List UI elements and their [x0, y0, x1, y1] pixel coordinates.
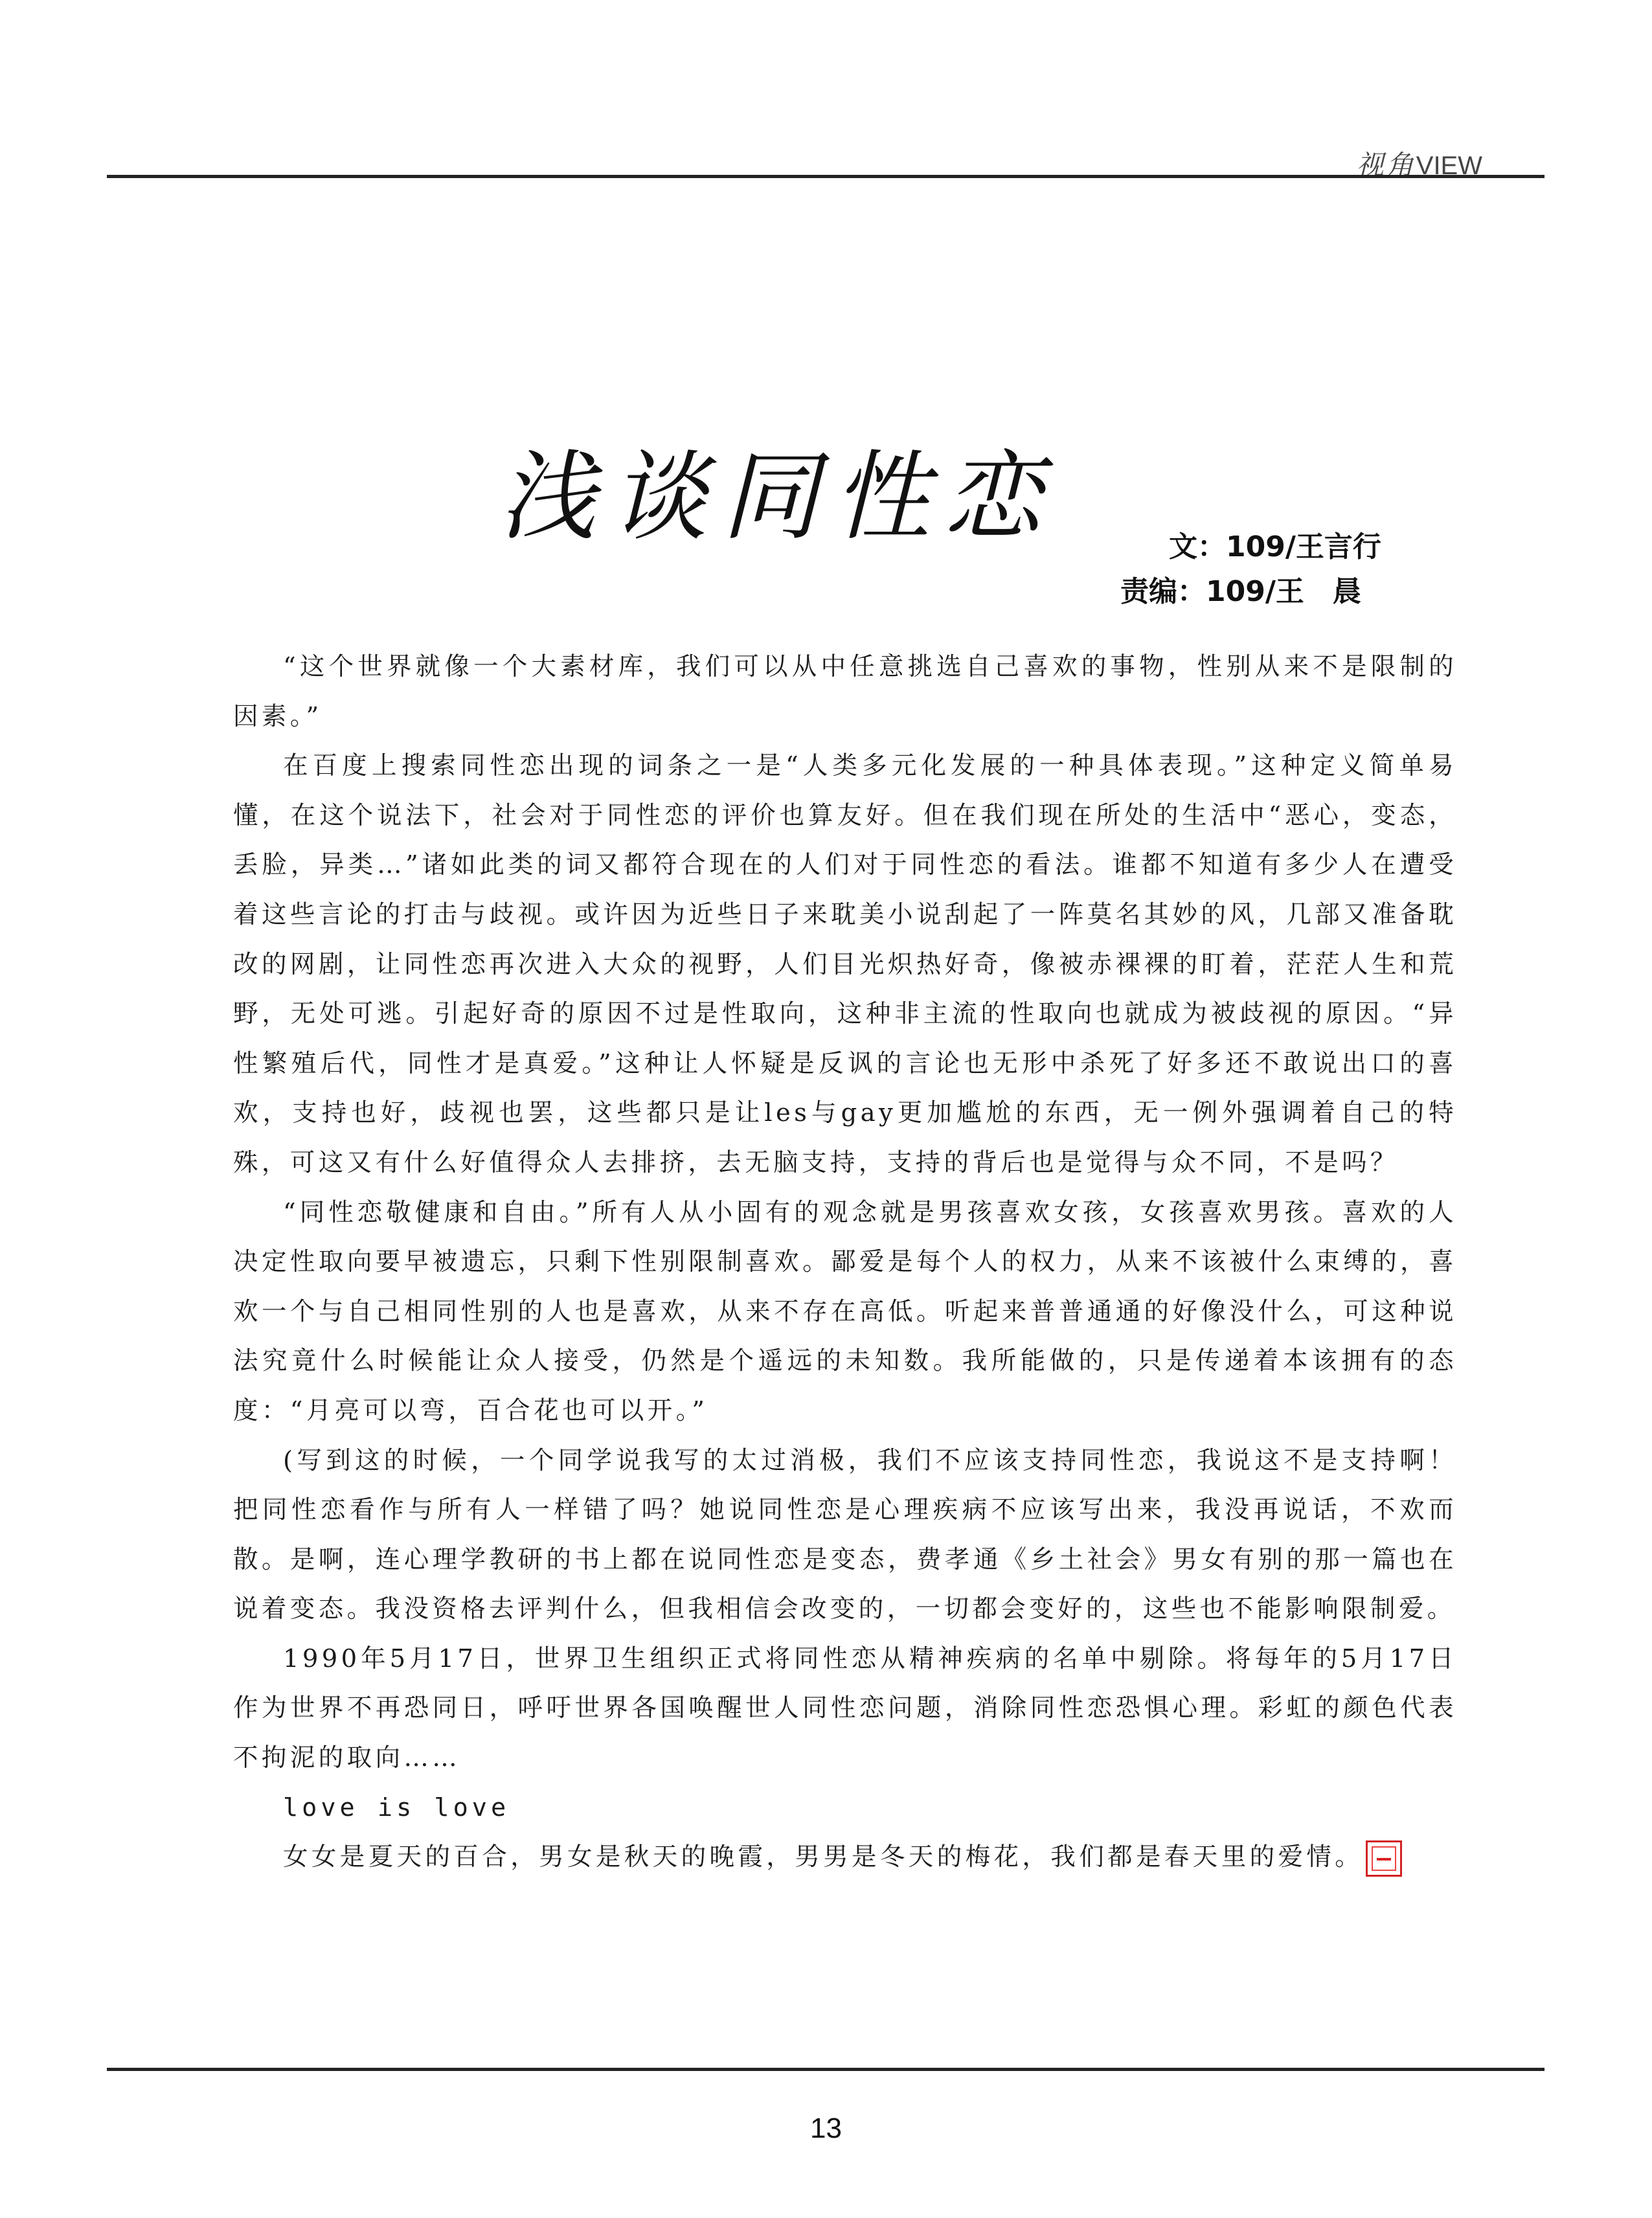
article-body	[233, 642, 1457, 1883]
closing-text: 女女是夏天的百合，男女是秋天的晚霞，男男是冬天的梅花，我们都是春天里的爱情。	[283, 1842, 1364, 1872]
paragraph: 1990年5月17日，世界卫生组织正式将同性恋从精神疾病的名单中剔除。将每年的5月17日作为世界不再恐同日，呼吁世界各国唤醒世人同性恋问题，消除同性恋恐惧心理。彩虹的颜色代表不拘泥的取向……	[233, 1644, 1457, 1773]
section-label-en: VIEW	[1416, 152, 1482, 180]
author-byline: 文：109/王言行	[1169, 530, 1381, 563]
footer-rule	[107, 2068, 1545, 2071]
love-is-love-line: love is love	[283, 1793, 510, 1822]
page-number: 13	[810, 2112, 842, 2144]
paragraph: 在百度上搜索同性恋出现的词条之一是“人类多元化发展的一种具体表现。”这种定义简单易懂，在这个说法下，社会对于同性恋的评价也算友好。但在我们现在所处的生活中“恶心，变态，丢脸，异类…”诸如此类的词又都符合现在的人们对于同性恋的看法。谁都不知道有多少人在遭受着这些言论的打击与歧视。或许因为近些日子来耽美小说刮起了一阵莫名其妙的风，几部又准备耽改的网剧，让同性恋再次进入大众的视野，人们目光炽热好奇，像被赤裸裸的盯着，茫茫人生和荒野，无处可逃。引起好奇的原因不过是性取向，这种非主流的性取向也就成为被歧视的原因。“异性繁殖后代，同性才是真爱。”这种让人怀疑是反讽的言论也无形中杀死了好多还不敢说出口的喜欢，支持也好，歧视也罢，这些都只是让les与gay更加尴尬的东西，无一例外强调着自己的特殊，可这又有什么好值得众人去排挤，去无脑支持，支持的背后也是觉得与众不同，不是吗？	[233, 751, 1457, 1177]
red-seal-stamp-icon	[1366, 1840, 1402, 1877]
paragraph: “这个世界就像一个大素材库，我们可以从中任意挑选自己喜欢的事物，性别从来不是限制的因素。”	[233, 652, 1457, 731]
header-rule	[107, 175, 1545, 178]
editor-byline: 责编：109/王 晨	[1120, 575, 1361, 608]
paragraph: (写到这的时候，一个同学说我写的太过消极，我们不应该支持同性恋，我说这不是支持啊！把同性恋看作与所有人一样错了吗？她说同性恋是心理疾病不应该写出来，我没再说话，不欢而散。是啊，连心理学教研的书上都在说同性恋是变态，费孝通《乡土社会》男女有别的那一篇也在说着变态。我没资格去评判什么，但我相信会改变的，一切都会变好的，这些也不能影响限制爱。	[233, 1445, 1457, 1624]
article-title: 浅谈同性恋	[499, 440, 1056, 554]
paragraph: “同性恋敬健康和自由。”所有人从小固有的观念就是男孩喜欢女孩，女孩喜欢男孩。喜欢的人决定性取向要早被遗忘，只剩下性别限制喜欢。鄙爱是每个人的权力，从来不该被什么束缚的，喜欢一个与自己相同性别的人也是喜欢，从来不存在高低。听起来普普通通的好像没什么，可这种说法究竟什么时候能让众人接受，仍然是个遥远的未知数。我所能做的，只是传递着本该拥有的态度：“月亮可以弯，百合花也可以开。”	[233, 1197, 1457, 1425]
section-label-cn: 视角	[1356, 149, 1416, 181]
closing-paragraph	[233, 1833, 1457, 1883]
